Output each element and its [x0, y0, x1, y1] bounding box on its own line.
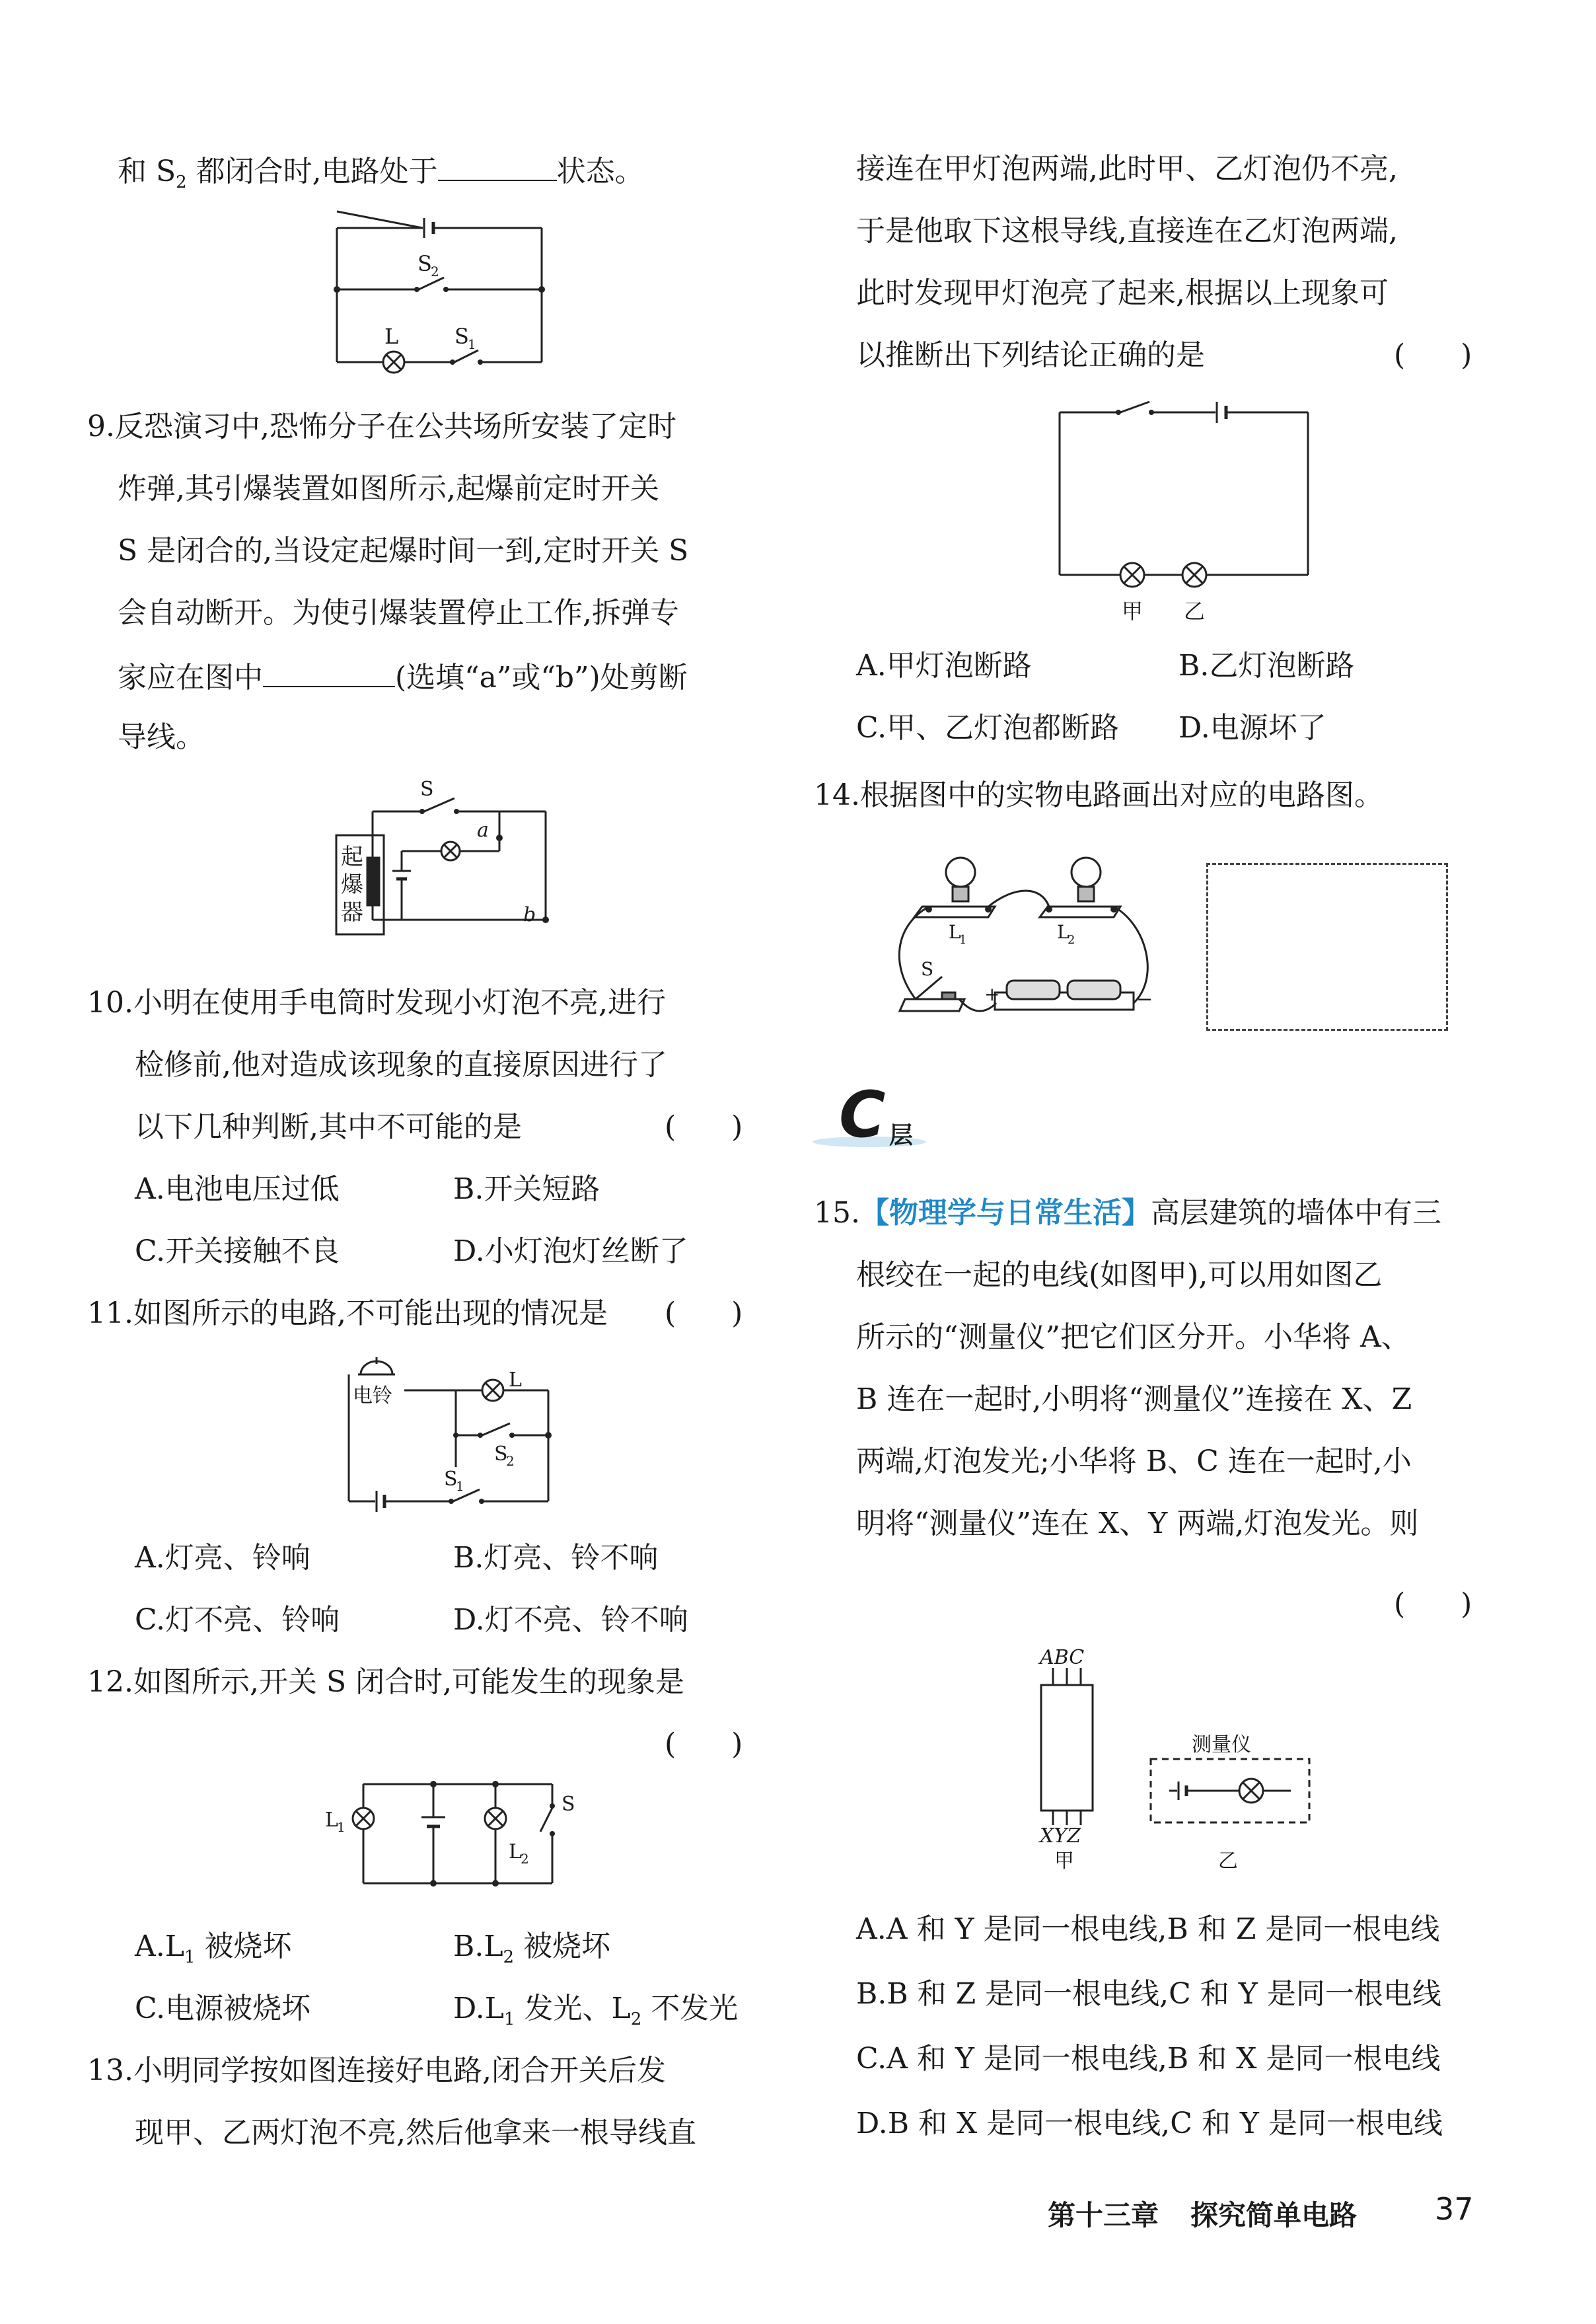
q13-answer-paren[interactable]: ( )	[1394, 338, 1472, 372]
q8-label-s1-sub: 1	[468, 336, 476, 352]
q9-device-char-3: 器	[341, 899, 363, 926]
q12-option-a[interactable]: $A.L_1$ 被烧坏	[135, 1930, 292, 1967]
section-letter: C	[839, 1078, 886, 1152]
q10-answer-paren[interactable]: ( )	[665, 1110, 743, 1144]
q15-wires-figure	[1028, 1639, 1338, 1877]
q10-option-d[interactable]: D.小灯泡灯丝断了	[453, 1234, 688, 1268]
q14-label-l2: L	[1057, 921, 1070, 943]
q9-label-s: S	[420, 778, 434, 801]
q13-line-4: 于是他取下这根导线,直接连在乙灯泡两端,	[856, 214, 1398, 248]
section-word: 层	[889, 1122, 914, 1149]
q9-line-5: 家应在图中 (选填“a”或“b”)处剪断	[118, 657, 688, 696]
q8-circuit-figure	[330, 211, 555, 370]
q15-topic-tag: 【物理学与日常生活】	[859, 1196, 1151, 1230]
q10-line-3: 以下几种判断,其中不可能的是	[135, 1110, 522, 1144]
q9-line-4: 会自动断开。为使引爆装置停止工作,拆弹专	[118, 596, 679, 630]
q8-label-s1: S	[454, 324, 469, 349]
q12-option-b[interactable]: $B.L_2$ 被烧坏	[453, 1930, 611, 1967]
q11-label-s1-sub: 1	[456, 1478, 464, 1494]
q13-line-3: 接连在甲灯泡两端,此时甲、乙灯泡仍不亮,	[856, 152, 1398, 186]
q11-label-bell: 电铃	[353, 1384, 392, 1407]
q15-line-4: B 连在一起时,小明将“测量仪”连接在 X、Z	[856, 1382, 1412, 1416]
q13-option-b[interactable]: B.乙灯泡断路	[1179, 649, 1355, 683]
q14-label-minus: −	[1136, 988, 1153, 1011]
q10-option-a[interactable]: A.电池电压过低	[135, 1172, 340, 1206]
q15-label-xyz: XYZ	[1040, 1824, 1081, 1848]
q14-label-l1-sub: 1	[959, 933, 967, 947]
q15-label-meter: 测量仪	[1192, 1733, 1251, 1756]
q9-line-6: 导线。	[118, 720, 205, 754]
q13-line-5: 此时发现甲灯泡亮了起来,根据以上现象可	[856, 276, 1389, 310]
q12-answer-paren[interactable]: ( )	[665, 1727, 743, 1761]
q13-circuit-figure	[1050, 396, 1315, 628]
q12-label-l1-sub: 1	[337, 1819, 345, 1835]
q14-stem: 14.根据图中的实物电路画出对应的电路图。	[814, 778, 1383, 812]
q14-label-s: S	[921, 958, 934, 980]
q10-option-c[interactable]: C.开关接触不良	[135, 1234, 340, 1268]
q13-option-a[interactable]: A.甲灯泡断路	[856, 649, 1032, 683]
q12-option-d[interactable]: $D.L_1$ 发光、$L_2$ 不发光	[453, 1992, 739, 2029]
q11-label-s2: S	[494, 1443, 508, 1466]
q9-answer-blank[interactable]	[263, 657, 395, 687]
q15-line-2: 根绞在一起的电线(如图甲),可以用如图乙	[856, 1258, 1383, 1292]
q9-line-2: 炸弹,其引爆装置如图所示,起爆前定时开关	[118, 472, 659, 506]
q10-option-b[interactable]: B.开关短路	[453, 1172, 600, 1206]
q13-option-c[interactable]: C.甲、乙灯泡都断路	[856, 711, 1120, 745]
q15-option-c[interactable]: C.A 和 Y 是同一根电线,B 和 X 是同一根电线	[856, 2042, 1441, 2076]
q11-label-s2-sub: 2	[506, 1453, 515, 1469]
q14-label-plus: +	[984, 983, 1000, 1005]
q15-option-b[interactable]: B.B 和 Z 是同一根电线,C 和 Y 是同一根电线	[856, 1977, 1441, 2011]
q12-circuit-figure	[321, 1771, 585, 1903]
q9-line-3: S 是闭合的,当设定起爆时间一到,定时开关 S	[118, 534, 689, 568]
q13-label-yi: 乙	[1184, 599, 1206, 624]
q15-option-a[interactable]: A.A 和 Y 是同一根电线,B 和 Z 是同一根电线	[856, 1912, 1440, 1946]
q9-detonator-figure	[334, 772, 559, 937]
q11-option-a[interactable]: A.灯亮、铃响	[135, 1541, 310, 1575]
q14-label-l1: L	[949, 921, 961, 943]
q11-label-l: L	[509, 1368, 522, 1392]
q15-line-1: 15.【物理学与日常生活】高层建筑的墙体中有三	[814, 1196, 1441, 1230]
q12-label-l1: L	[325, 1809, 338, 1832]
q15-line-5: 两端,灯泡发光;小华将 B、C 连在一起时,小	[856, 1444, 1412, 1478]
q11-label-s1: S	[444, 1468, 458, 1491]
q12-option-c[interactable]: C.电源被烧坏	[135, 1992, 311, 2025]
q15-label-yi: 乙	[1218, 1850, 1238, 1873]
q10-line-2: 检修前,他对造成该现象的直接原因进行了	[135, 1048, 667, 1082]
q14-label-l2-sub: 2	[1068, 933, 1075, 947]
q9-device-char-1: 起	[341, 844, 363, 870]
q10-line-1: 10.小明在使用手电筒时发现小灯泡不亮,进行	[87, 986, 666, 1020]
q15-label-jia: 甲	[1054, 1850, 1074, 1873]
q15-line-6: 明将“测量仪”连在 X、Y 两端,灯泡发光。则	[856, 1507, 1419, 1540]
q11-circuit-figure	[344, 1348, 568, 1513]
q9-label-b: b	[523, 903, 536, 926]
footer-chapter: 第十三章	[1048, 2199, 1159, 2231]
q13-option-d[interactable]: D.电源坏了	[1179, 711, 1326, 745]
q8-answer-blank[interactable]	[438, 151, 557, 181]
q13-line-6: 以推断出下列结论正确的是	[856, 338, 1205, 372]
q12-label-l2: L	[509, 1840, 522, 1863]
page-number: 37	[1435, 2191, 1474, 2227]
q8-label-s2-sub: 2	[431, 264, 439, 280]
q8-label-l: L	[384, 324, 399, 349]
q11-stem: 11.如图所示的电路,不可能出现的情况是	[87, 1296, 608, 1330]
q9-line-1: 9.反恐演习中,恐怖分子在公共场所安装了定时	[87, 410, 676, 443]
q9-label-a: a	[477, 819, 489, 842]
q15-line-3: 所示的“测量仪”把它们区分开。小华将 A、	[856, 1320, 1410, 1354]
q8-label-s2: S	[417, 251, 432, 276]
q12-label-s: S	[562, 1793, 575, 1816]
q11-option-d[interactable]: D.灯不亮、铃不响	[453, 1603, 688, 1637]
q8-tail: 和 $S_2$ 都闭合时,电路处于 状态。	[118, 151, 644, 201]
q13-label-jia: 甲	[1122, 599, 1143, 624]
q15-answer-paren[interactable]: ( )	[1394, 1587, 1472, 1621]
q13-line-2: 现甲、乙两灯泡不亮,然后他拿来一根导线直	[135, 2116, 696, 2150]
q12-stem: 12.如图所示,开关 S 闭合时,可能发生的现象是	[87, 1665, 685, 1699]
q11-option-c[interactable]: C.灯不亮、铃响	[135, 1603, 340, 1637]
q11-option-b[interactable]: B.灯亮、铃不响	[453, 1541, 659, 1575]
q9-device-char-2: 爆	[341, 872, 363, 898]
q15-label-abc: ABC	[1040, 1646, 1085, 1669]
q13-line-1: 13.小明同学按如图连接好电路,闭合开关后发	[87, 2054, 666, 2087]
q14-answer-drawing-box[interactable]	[1206, 863, 1448, 1031]
section-c-badge	[810, 1078, 955, 1156]
footer-title: 探究简单电路	[1190, 2199, 1358, 2231]
q12-label-l2-sub: 2	[521, 1851, 529, 1867]
q15-option-d[interactable]: D.B 和 X 是同一根电线,C 和 Y 是同一根电线	[856, 2107, 1443, 2140]
q14-physical-circuit-figure	[896, 846, 1173, 1037]
q11-answer-paren[interactable]: ( )	[665, 1296, 743, 1330]
